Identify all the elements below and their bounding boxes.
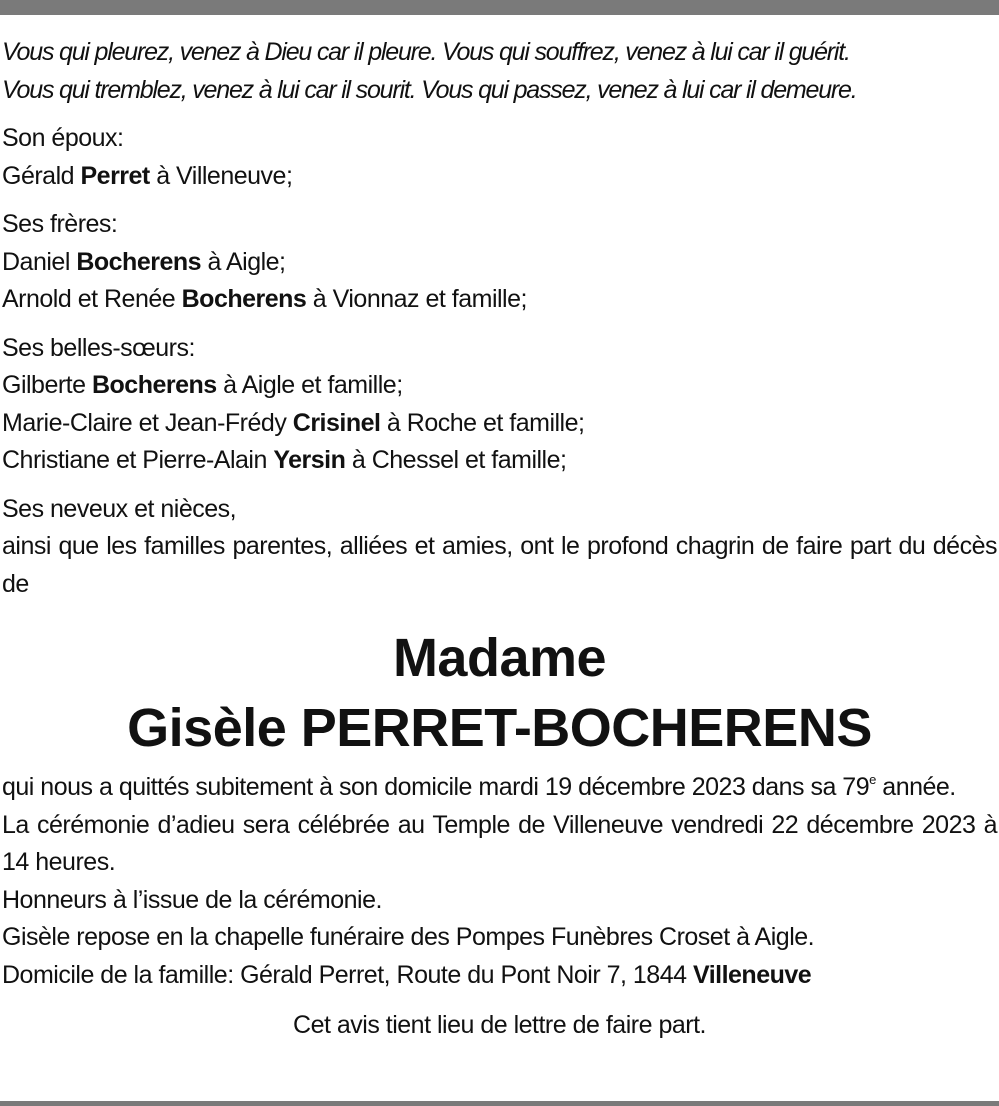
spouse-group (2, 120, 997, 195)
brothers-group (2, 206, 997, 319)
given-names: Gilberte (2, 371, 92, 399)
family-member (2, 442, 997, 480)
ordinal-suffix: e (869, 772, 876, 787)
death-details (2, 769, 997, 807)
opening-quote (2, 33, 997, 109)
surname: Crisinel (292, 408, 381, 437)
announcement-text: ainsi que les familles parentes, alliées et amies, ont le profond chagrin de faire part du décès de (2, 532, 997, 598)
top-rule (0, 0, 999, 15)
family-member (2, 367, 997, 405)
location: à Aigle; (201, 247, 286, 276)
deceased-title: Madame (392, 628, 607, 688)
obituary-notice (2, 33, 997, 1044)
nephews-nieces-line: Ses neveux et nièces, (2, 494, 237, 523)
quote-line: Vous qui pleurez, venez à Dieu car il pleure. Vous qui souffrez, venez à lui car il guérit. (2, 38, 850, 66)
group-heading: Son époux: (2, 124, 124, 152)
rest-line: Gisèle repose en la chapelle funéraire des Pompes Funèbres Croset à Aigle. (2, 923, 815, 951)
family-member (2, 405, 997, 443)
sisters-in-law-group (2, 330, 997, 480)
given-names: Gérald (2, 161, 81, 190)
given-names: Arnold et Renée (2, 285, 182, 313)
surname: Bocherens (91, 371, 217, 399)
quote-line: Vous qui tremblez, venez à lui car il sourit. Vous qui passez, venez à lui car il demeure. (2, 76, 857, 104)
announcement (2, 491, 997, 604)
closing-line: Cet avis tient lieu de lettre de faire part. (293, 1011, 706, 1039)
deceased-name: Gisèle PERRET-BOCHERENS (127, 698, 872, 758)
domicile-text: Domicile de la famille: Gérald Perret, Route du Pont Noir 7, 1844 (2, 960, 693, 989)
group-heading: Ses belles-sœurs: (2, 333, 195, 362)
given-names: Christiane et Pierre-Alain (2, 446, 274, 474)
death-text: qui nous a quittés subitement à son domicile mardi 19 décembre 2023 dans sa 79 (2, 773, 870, 801)
details (2, 769, 997, 994)
domicile-line (2, 957, 997, 995)
family-member (2, 281, 997, 319)
location: à Aigle et famille; (216, 371, 403, 399)
honours-line: Honneurs à l’issue de la cérémonie. (2, 885, 382, 914)
family-member (2, 244, 997, 282)
ceremony-details: La cérémonie d’adieu sera célébrée au Temple de Villeneuve vendredi 22 décembre 2023 à 14 heures. (2, 810, 997, 876)
death-text-end: année. (875, 773, 956, 801)
deceased-name-block (2, 623, 997, 763)
given-names: Daniel (2, 247, 77, 276)
surname: Bocherens (76, 247, 202, 276)
group-heading: Ses frères: (2, 210, 118, 238)
location: à Chessel et famille; (345, 446, 567, 474)
surname: Bocherens (181, 285, 307, 313)
location: à Vionnaz et famille; (306, 285, 527, 313)
family-member (2, 158, 997, 196)
bottom-rule (0, 1101, 999, 1106)
surname: Yersin (273, 446, 346, 474)
location: à Roche et famille; (380, 408, 585, 437)
domicile-town: Villeneuve (692, 960, 812, 989)
given-names: Marie-Claire et Jean-Frédy (2, 408, 293, 437)
location: à Villeneuve; (149, 161, 293, 190)
surname: Perret (80, 161, 150, 190)
